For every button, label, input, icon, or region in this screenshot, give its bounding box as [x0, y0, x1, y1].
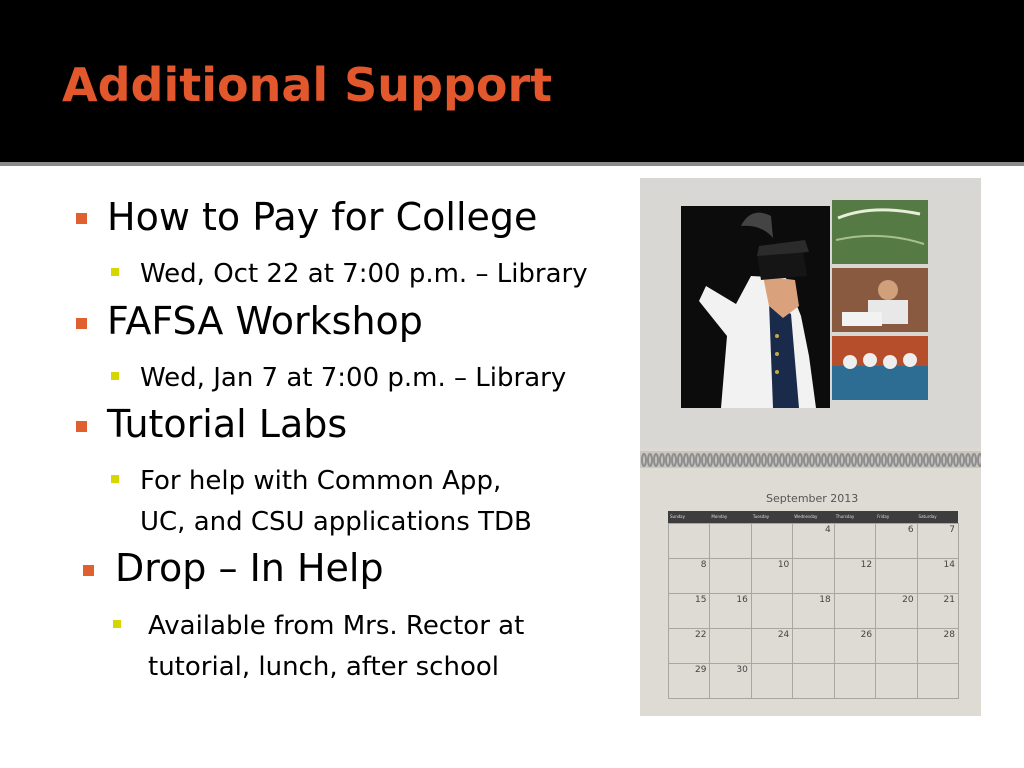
- calendar-picture-page: [640, 178, 981, 448]
- calendar-day-number: 15: [694, 595, 707, 605]
- calendar-day-cell: [917, 523, 959, 559]
- calendar-day-cell: [875, 628, 917, 664]
- calendar-day-cell: [875, 593, 917, 629]
- calendar-page: [640, 468, 981, 716]
- calendar-day-cell: [917, 593, 959, 629]
- calendar-day-cell: [668, 593, 710, 629]
- bullet-item: Tutorial Labs: [107, 402, 348, 446]
- drum-major-photo: [681, 206, 830, 408]
- bullet-square-icon: [76, 213, 87, 224]
- calendar-day-cell: [668, 523, 710, 559]
- sub-bullet-square-icon: [113, 620, 121, 628]
- bullet-item: How to Pay for College: [107, 195, 538, 239]
- calendar-day-cell: [792, 523, 834, 559]
- sub-bullet-item: Wed, Jan 7 at 7:00 p.m. – Library: [140, 363, 567, 393]
- calendar-day-cell: [709, 628, 751, 664]
- calendar-day-number: 6: [907, 525, 914, 535]
- calendar-day-cell: [709, 593, 751, 629]
- calendar-day-number: 28: [943, 630, 955, 640]
- weekday-label: Monday: [711, 514, 728, 519]
- calendar-photo: [640, 178, 981, 716]
- calendar-day-number: 20: [902, 595, 914, 605]
- slide-content: [0, 168, 1024, 768]
- calendar-day-cell: [668, 628, 710, 664]
- bullet-square-icon: [76, 421, 87, 432]
- weekday-label: Thursday: [835, 514, 855, 519]
- sub-bullet-item: Wed, Oct 22 at 7:00 p.m. – Library: [140, 259, 588, 289]
- calendar-day-cell: [875, 523, 917, 559]
- calendar-grid: [668, 523, 958, 698]
- calendar-day-cell: [917, 628, 959, 664]
- sub-bullet-square-icon: [111, 372, 119, 380]
- calendar-day-number: 10: [777, 560, 790, 570]
- calendar-day-cell: [751, 628, 793, 664]
- calendar-day-number: 24: [777, 630, 790, 640]
- calendar-day-cell: [751, 558, 793, 594]
- sub-bullet-item: Available from Mrs. Rector at: [148, 611, 525, 641]
- calendar-day-cell: [875, 663, 917, 699]
- calendar-day-cell: [709, 523, 751, 559]
- sub-bullet-item: tutorial, lunch, after school: [148, 652, 499, 682]
- calendar-day-cell: [834, 628, 876, 664]
- calendar-day-number: 4: [824, 525, 831, 535]
- sub-bullet-item: UC, and CSU applications TDB: [140, 507, 532, 537]
- calendar-day-cell: [834, 558, 876, 594]
- calendar-day-cell: [709, 558, 751, 594]
- calendar-day-cell: [792, 663, 834, 699]
- calendar-day-number: 14: [943, 560, 955, 570]
- calendar-day-cell: [751, 593, 793, 629]
- calendar-day-number: 30: [736, 665, 748, 675]
- field-aerial-photo: [832, 200, 928, 264]
- calendar-day-number: 29: [694, 665, 707, 675]
- weekday-label: Tuesday: [752, 514, 770, 519]
- calendar-day-cell: [834, 663, 876, 699]
- calendar-day-cell: [875, 558, 917, 594]
- sub-bullet-item: For help with Common App,: [140, 466, 502, 496]
- calendar-day-cell: [709, 663, 751, 699]
- calendar-day-cell: [834, 593, 876, 629]
- bullet-item: FAFSA Workshop: [107, 299, 423, 343]
- sub-bullet-square-icon: [111, 268, 119, 276]
- calendar-day-cell: [751, 523, 793, 559]
- water-polo-photo: [832, 336, 928, 400]
- weekday-label: Wednesday: [794, 514, 818, 519]
- calendar-day-cell: [792, 628, 834, 664]
- weekday-label: Saturday: [918, 514, 937, 519]
- bullet-item: Drop – In Help: [115, 546, 384, 590]
- calendar-day-cell: [751, 663, 793, 699]
- calendar-day-number: 12: [860, 560, 873, 570]
- calendar-day-cell: [917, 663, 959, 699]
- calendar-day-cell: [792, 558, 834, 594]
- calendar-day-number: 16: [736, 595, 748, 605]
- calendar-weekday-header: [668, 511, 958, 523]
- bullet-square-icon: [76, 318, 87, 329]
- calendar-day-number: 7: [949, 525, 955, 535]
- bullet-list: [0, 168, 630, 768]
- calendar-day-number: 18: [819, 595, 831, 605]
- calendar-day-number: 21: [943, 595, 955, 605]
- calendar-binding: [640, 451, 981, 469]
- title-bar: [0, 0, 1024, 160]
- bullet-square-icon: [83, 565, 94, 576]
- sub-bullet-square-icon: [111, 475, 119, 483]
- weekday-label: Sunday: [670, 514, 685, 519]
- weekday-label: Friday: [877, 514, 890, 519]
- calendar-day-number: 8: [700, 560, 707, 570]
- calendar-day-number: 26: [860, 630, 873, 640]
- calendar-title: September 2013: [766, 492, 859, 505]
- calendar-day-cell: [917, 558, 959, 594]
- slide-title: Additional Support: [62, 58, 553, 112]
- calendar-day-cell: [668, 558, 710, 594]
- calendar-day-cell: [792, 593, 834, 629]
- calendar-day-cell: [834, 523, 876, 559]
- calendar-day-cell: [668, 663, 710, 699]
- students-photo: [832, 268, 928, 332]
- calendar-day-number: 22: [694, 630, 707, 640]
